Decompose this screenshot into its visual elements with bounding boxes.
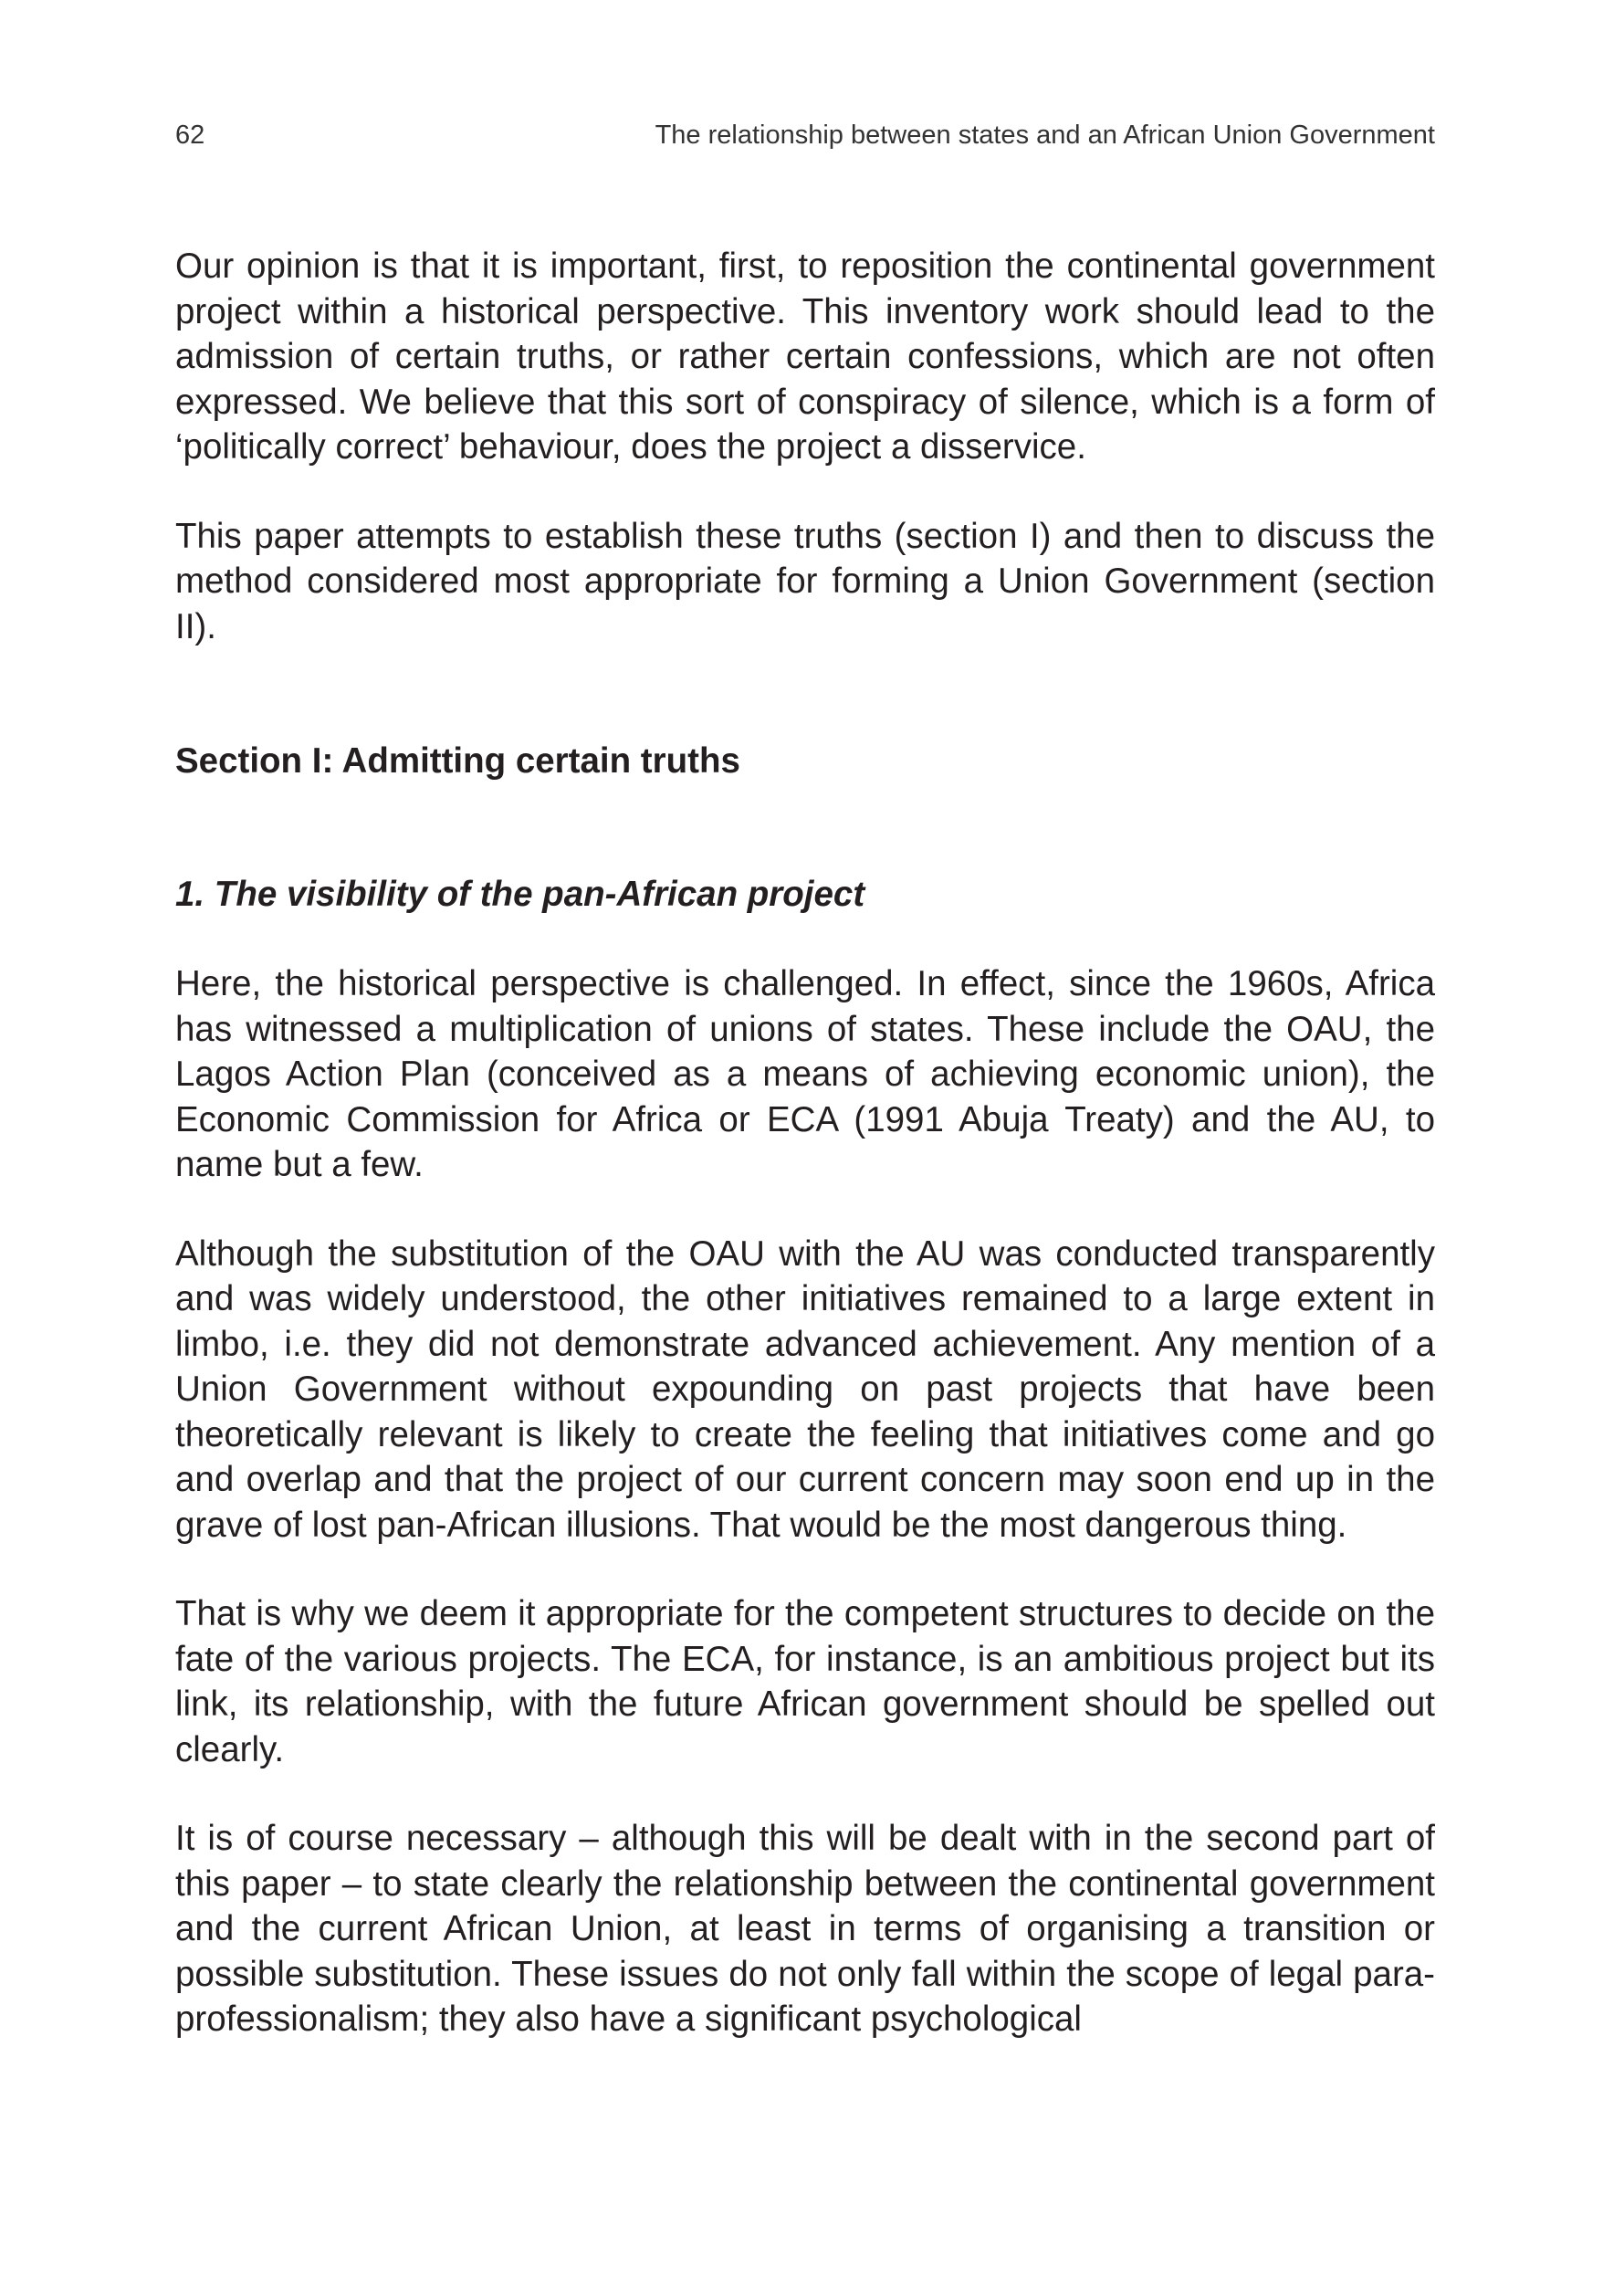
section-heading: Section I: Admitting certain truths (175, 741, 740, 781)
paragraph-section-1: Here, the historical perspective is challenged. In effect, since the 1960s, Africa has witnessed a multiplication of unions of states. These include the OAU, the Lagos Action Plan (conceived as a means of achieving economic union), the Economic Commission for Africa or ECA (1991 Abuja Treaty) and the AU, to name but a few. (175, 964, 1435, 1184)
body-text (175, 244, 1435, 2042)
running-header (175, 117, 1435, 153)
paragraph-intro-2: This paper attempts to establish these truths (section I) and then to discuss the method considered most appropriate for forming a Union Government (section II). (175, 516, 1435, 646)
subsection-heading: 1. The visibility of the pan-African project (175, 875, 865, 914)
running-title: The relationship between states and an African Union Government (655, 121, 1435, 150)
paragraph-section-3: That is why we deem it appropriate for the competent structures to decide on the fate of the various projects. The ECA, for instance, is an ambitious project but its link, its relationship, with the future African government should be spelled out clearly. (175, 1594, 1435, 1769)
paragraph-section-2: Although the substitution of the OAU with the AU was conducted transparently and was widely understood, the other initiatives remained to a large extent in limbo, i.e. they did not demonstrate advanced achievement. Any mention of a Union Government without expounding on past projects that have been theoretically relevant is likely to create the feeling that initiatives come and go and overlap and that the project of our current concern may soon end up in the grave of lost pan-African illusions. That would be the most dangerous thing. (175, 1233, 1435, 1545)
paragraph-intro-1: Our opinion is that it is important, first, to reposition the continental government project within a historical perspective. This inventory work should lead to the admission of certain truths, or rather certain confessions, which are not often expressed. We believe that this sort of conspiracy of silence, which is a form of ‘politically correct’ behaviour, does the project a disservice. (175, 247, 1435, 467)
page-number: 62 (175, 121, 205, 150)
paragraph-section-4: It is of course necessary – although this will be dealt with in the second part of this paper – to state clearly the relationship between the continental government and the current African Union, at least in terms of organising a transition or possible substitution. These issues do not only fall within the scope of legal para-professionalism; they also have a significant psychological (175, 1819, 1435, 2039)
